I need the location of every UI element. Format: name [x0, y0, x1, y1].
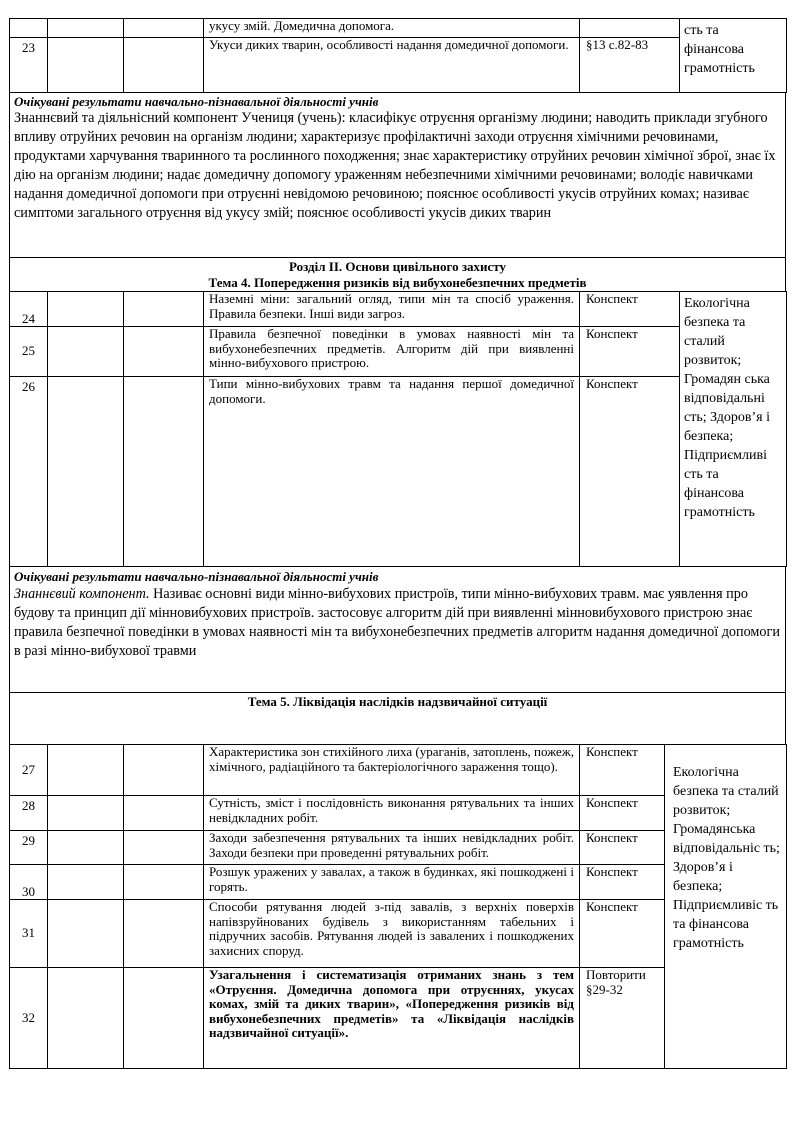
- lesson-source: Конспект: [580, 745, 665, 796]
- competency-cell: Екологічна безпека та сталий розвиток; Громадянська відповідальніс ть; Здоров’я і безпека; Підприємливіс ть та фінансова грамотність: [665, 745, 787, 1069]
- lesson-topic: Укуси диких тварин, особливості надання домедичної допомоги.: [204, 38, 580, 93]
- results-lead: Знаннєвий компонент.: [14, 586, 150, 602]
- row-number: 23: [10, 38, 48, 93]
- row-number: 29: [10, 831, 48, 865]
- date-cell: [48, 865, 124, 900]
- expected-results-2: [9, 566, 786, 693]
- date-cell: [48, 900, 124, 968]
- date-cell: [124, 865, 204, 900]
- competency-cell: Екологічна безпека та сталий розвиток; Громадян ська відповідальні сть; Здоров’я і безпека; Підприємливі сть та фінансова грамотність: [680, 292, 787, 567]
- row-number: 25: [10, 327, 48, 377]
- date-cell: [48, 377, 124, 567]
- date-cell: [124, 968, 204, 1069]
- table-row: [10, 292, 787, 327]
- competency-cell: сть та фінансова грамотність: [680, 19, 787, 93]
- row-number: 24: [10, 292, 48, 327]
- table-row: [10, 19, 787, 38]
- row-number: 30: [10, 865, 48, 900]
- lesson-source: Конспект: [580, 327, 680, 377]
- lesson-source: §13 с.82-83: [580, 38, 680, 93]
- section-heading: [9, 258, 786, 292]
- results-text: Називає основні види мінно-вибухових пристроїв, типи мінно-вибухових травм. має уявлення про будову та принцип дії мінновибухових пристроїв. застосовує алгоритм дій при виявленні мінновибухового пристрою знає правила безпечної поведінки в умовах наявності мін та вибухонебезпечних предметів алгоритм надання домедичної допомоги в разі мінно-вибухової травми: [14, 586, 780, 659]
- table-block-3: [9, 744, 786, 1069]
- lesson-source: Конспект: [580, 796, 665, 831]
- results-heading: Очікувані результати навчально-пізнавальної діяльності учнів: [14, 94, 379, 109]
- lesson-source: Конспект: [580, 831, 665, 865]
- date-cell: [48, 19, 124, 38]
- row-number: 26: [10, 377, 48, 567]
- lesson-topic: Заходи забезпечення рятувальних та інших невідкладних робіт. Заходи безпеки при проведенні рятувальних робіт.: [204, 831, 580, 865]
- lesson-topic: Наземні міни: загальний огляд, типи мін та спосіб ураження. Правила безпеки. Інші види загроз.: [204, 292, 580, 327]
- table-row: [10, 327, 787, 377]
- date-cell: [124, 745, 204, 796]
- lesson-topic: Правила безпечної поведінки в умовах наявності мін та вибухонебезпечних предметів. Алгоритм дій при виявленні мінно-вибухового пристрою.: [204, 327, 580, 377]
- date-cell: [124, 38, 204, 93]
- theme-title: Тема 5. Ліквідація наслідків надзвичайної ситуації: [247, 694, 548, 709]
- results-heading: Очікувані результати навчально-пізнавальної діяльності учнів: [14, 569, 379, 584]
- date-cell: [48, 327, 124, 377]
- date-cell: [124, 327, 204, 377]
- lesson-topic: Розшук уражених у завалах, а також в будинках, які пошкоджені і горять.: [204, 865, 580, 900]
- date-cell: [48, 968, 124, 1069]
- table-block-1: [9, 18, 786, 93]
- lesson-topic: Характеристика зон стихійного лиха (ураганів, затоплень, пожеж, хімічного, радіаційного та бактеріологічного зараження тощо).: [204, 745, 580, 796]
- date-cell: [124, 377, 204, 567]
- row-number: 28: [10, 796, 48, 831]
- lesson-source: Повторити §29-32: [580, 968, 665, 1069]
- row-number: 27: [10, 745, 48, 796]
- row-number: 31: [10, 900, 48, 968]
- theme-heading: [9, 692, 786, 745]
- lesson-source: Конспект: [580, 865, 665, 900]
- theme-title: Тема 4. Попередження ризиків від вибухонебезпечних предметів: [208, 275, 587, 290]
- results-text: Знаннєвий та діяльнісний компонент Учениця (учень): класифікує отруєння організму людини; наводить приклади згубного впливу отруйних речовин на організм людини; характеризує профілактичні заходи отруєння хімічними речовинами, продуктами харчування тваринного та рослинного походження; знає характеристику отруйних речовин хімічної зброї, знає їх дію на організм людини; надає домедичну допомогу ураженням небезпечними хімічними речовинами; володіє навичками надання домедичної допомоги при отруєнні невідомою речовиною; пояснює особливості укусів отруйних комах; називає симптоми загального отруєння від укусу змій; пояснює особливості укусів диких тварин: [14, 110, 776, 221]
- date-cell: [124, 796, 204, 831]
- expected-results-1: [9, 92, 786, 258]
- lesson-source: [580, 19, 680, 38]
- row-number: [10, 19, 48, 38]
- lesson-source: Конспект: [580, 377, 680, 567]
- lesson-topic: Сутність, зміст і послідовність виконання рятувальних та інших невідкладних робіт.: [204, 796, 580, 831]
- table-row: [10, 745, 787, 796]
- date-cell: [124, 292, 204, 327]
- lesson-source: Конспект: [580, 292, 680, 327]
- date-cell: [124, 900, 204, 968]
- date-cell: [48, 831, 124, 865]
- date-cell: [48, 292, 124, 327]
- lesson-topic: Способи рятування людей з-під завалів, з верхніх поверхів напівзруйнованих будівель з використанням табельних і підручних засобів. Рятування людей із завалених і пошкоджених захисних споруд.: [204, 900, 580, 968]
- date-cell: [124, 831, 204, 865]
- table-row: [10, 377, 787, 567]
- lesson-source: Конспект: [580, 900, 665, 968]
- table-row: [10, 38, 787, 93]
- date-cell: [48, 745, 124, 796]
- table-block-2: [9, 291, 786, 567]
- section-title: Розділ II. Основи цивільного захисту: [288, 259, 507, 274]
- date-cell: [48, 796, 124, 831]
- lesson-topic: укусу змій. Домедична допомога.: [204, 19, 580, 38]
- row-number: 32: [10, 968, 48, 1069]
- date-cell: [124, 19, 204, 38]
- lesson-topic: Узагальнення і систематизація отриманих знань з тем «Отруєння. Домедична допомога при отруєннях, укусах комах, змій та диких тварин», «Попередження ризиків від вибухонебезпечних предметів» та «Ліквідація наслідків надзвичайної ситуації».: [204, 968, 580, 1069]
- lesson-topic: Типи мінно-вибухових травм та надання першої домедичної допомоги.: [204, 377, 580, 567]
- date-cell: [48, 38, 124, 93]
